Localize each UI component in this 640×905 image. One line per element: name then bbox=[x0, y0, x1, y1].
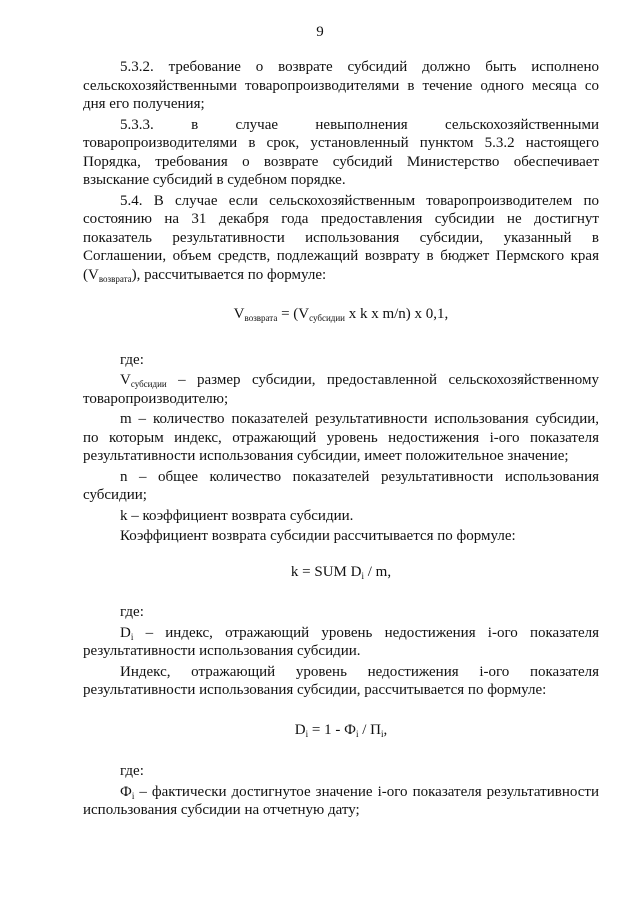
formula-index bbox=[83, 721, 599, 740]
where-label-1: где: bbox=[120, 351, 144, 368]
paragraph-5-4 bbox=[83, 192, 599, 285]
formula-1-mid: = (V bbox=[277, 306, 310, 322]
where-label-2: где: bbox=[120, 604, 144, 620]
definition-di-letter: D bbox=[120, 624, 131, 641]
paragraph-5-3-3: 5.3.3. в случае невыполнения сельскохозяйственными товаропроизводителями в срок, установленный пунктом 5.3.2 настоящего Порядка, требования о возврате субсидий Министерство обеспечивает взыскание субсидий в судебном порядке. bbox=[83, 116, 599, 188]
formula-2-a: k = SUM D bbox=[290, 563, 362, 580]
definition-1-sub: субсидии bbox=[130, 379, 167, 389]
paragraph-index: Индекс, отражающий уровень недостижения i-ого показателя результативности использования субсидии, рассчитывается по формуле: bbox=[83, 663, 599, 698]
definition-di bbox=[83, 624, 599, 661]
formula-1-sub-subsidy: субсидии bbox=[309, 313, 345, 323]
paragraph-5-4-tail: ), рассчитывается по формуле: bbox=[131, 266, 327, 283]
definition-1-v: V bbox=[120, 372, 131, 388]
formula-3-sub-3: i bbox=[380, 728, 384, 739]
formula-3-sub-1: i bbox=[305, 728, 309, 739]
definition-v-subsidy bbox=[83, 371, 599, 408]
document-body bbox=[83, 58, 599, 820]
formula-3-a: D bbox=[294, 721, 306, 738]
formula-refund-volume bbox=[83, 305, 599, 324]
definition-fi-sub: i bbox=[131, 790, 135, 801]
definition-1-text: – размер субсидии, предоставленной сельскохозяйственному товаропроизводителю; bbox=[83, 372, 599, 407]
formula-3-d: , bbox=[383, 721, 388, 738]
formula-2-sub: i bbox=[361, 570, 364, 581]
paragraph-5-4-subscript: возврата bbox=[98, 273, 132, 284]
definition-di-sub: i bbox=[130, 631, 134, 642]
where-label-3: где: bbox=[120, 763, 144, 779]
formula-3-c: / П bbox=[358, 721, 381, 738]
formula-1-v: V bbox=[233, 306, 245, 322]
page-number: 9 bbox=[316, 24, 324, 40]
definition-k: k – коэффициент возврата субсидии. bbox=[120, 507, 354, 524]
formula-3-b: = 1 - Ф bbox=[308, 721, 356, 738]
definition-fi-text: – фактически достигнутое значение i-ого показателя результативности использования субсидии на отчетную дату; bbox=[83, 783, 599, 818]
formula-3-sub-2: i bbox=[355, 728, 359, 739]
definition-fi bbox=[83, 783, 599, 820]
paragraph-5-3-2: 5.3.2. требование о возврате субсидий должно быть исполнено сельскохозяйственными товаропроизводителями в течение одного месяца со дня его получения; bbox=[83, 59, 599, 112]
formula-2-b: / m, bbox=[363, 563, 392, 580]
formula-1-end: x k x m/n) x 0,1, bbox=[344, 306, 449, 322]
formula-coefficient bbox=[83, 563, 599, 582]
definition-m: m – количество показателей результативности использования субсидии, по которым индекс, отражающий уровень недостижения i-ого показателя результативности использования субсидии, имеет положительное значение; bbox=[83, 411, 599, 464]
paragraph-coefficient: Коэффициент возврата субсидии рассчитывается по формуле: bbox=[120, 528, 516, 544]
definition-n: n – общее количество показателей результативности использования субсидии; bbox=[83, 468, 599, 503]
definition-fi-letter: Ф bbox=[120, 783, 132, 800]
paragraph-5-4-text: 5.4. В случае если сельскохозяйственным товаропроизводителем по состоянию на 31 декабря года предоставления субсидии не достигнут показатель результативности использования субсидии, указанный в Соглашении, объем средств, подлежащий возврату в бюджет Пермского края (V bbox=[83, 192, 599, 283]
formula-1-sub-refund: возврата bbox=[244, 313, 278, 323]
definition-di-text: – индекс, отражающий уровень недостижения i-ого показателя результативности использования субсидии. bbox=[83, 624, 599, 659]
